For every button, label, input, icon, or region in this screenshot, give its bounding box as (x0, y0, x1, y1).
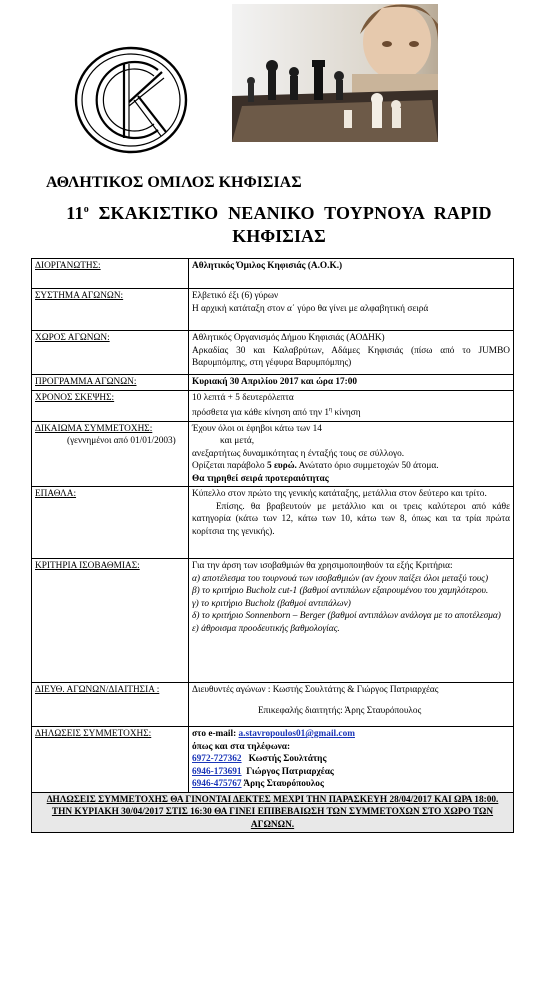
phone-row: 6946-475767 Άρης Σταυρόπουλος (192, 779, 324, 790)
row-prizes (32, 487, 514, 559)
phone-link[interactable]: 6946-173691 (192, 766, 242, 777)
row-tiebreak (32, 559, 514, 683)
row-footer (32, 792, 514, 833)
tournament-info-table (31, 258, 514, 833)
label-system: ΣΥΣΤΗΜΑ ΑΓΩΝΩΝ: (32, 289, 189, 331)
title-ordinal: ο (83, 204, 89, 215)
row-eligibility (32, 421, 514, 487)
label-organizer: ΔΙΟΡΓΑΝΩΤΗΣ: (32, 259, 189, 289)
label-eligibility: ΔΙΚΑΙΩΜΑ ΣΥΜΜΕΤΟΧΗΣ: (γεννημένοι από 01/01/2003) (32, 421, 189, 487)
value-system: Ελβετικό έξι (6) γύρων Η αρχική κατάταξη στον α΄ γύρο θα γίνει με αλφαβητική σειρά (189, 289, 514, 331)
row-venue (32, 331, 514, 375)
footer-notice: ΔΗΛΩΣΕΙΣ ΣΥΜΜΕΤΟΧΗΣ ΘΑ ΓΙΝΟΝΤΑΙ ΔΕΚΤΕΣ ΜΕΧΡΙ ΤΗΝ ΠΑΡΑΣΚΕΥΗ 28/04/2017 ΚΑΙ ΩΡΑ 18:00. ΤΗΝ ΚΥΡΙΑΚΗ 30/04/2017 ΣΤΙΣ 16:30 ΘΑ ΓΙΝΕΙ ΕΠΙΒΕΒΑΙΩΣΗ ΤΩΝ ΣΥΜΜΕΤΟΧΩΝ ΣΤΟ ΧΩΡΟ ΤΩΝ ΑΓΩΝΩΝ. (32, 792, 514, 833)
label-venue: ΧΩΡΟΣ ΑΓΩΝΩΝ: (32, 331, 189, 375)
club-name: ΑΘΛΗΤΙΚΟΣ ΟΜΙΛΟΣ ΚΗΦΙΣΙΑΣ (46, 174, 302, 191)
child-playing-chess-photo (232, 4, 438, 142)
label-tiebreak: ΚΡΙΤΗΡΙΑ ΙΣΟΒΑΘΜΙΑΣ: (32, 559, 189, 683)
value-tiebreak: Για την άρση των ισοβαθμιών θα χρησιμοποιηθούν τα εξής Κριτήρια: α) αποτέλεσμα του τουρνουά των ισοβαθμιών (αν έχουν παίξει όλοι μεταξύ τους) β) το κριτήριο Bucholz cut-1 (βαθμοί αντιπάλων εξαιρουμένου του χαμηλότερου. γ) το κριτήριο Bucholz (βαθμοί αντιπάλων) δ) το κριτήριο Sonnenborn – Berger (βαθμοί αντιπάλων ανάλογα με το αποτέλεσμα) ε) άθροισμα προοδευτικής βαθμολογίας. (189, 559, 514, 683)
row-organizer (32, 259, 514, 289)
label-time: ΧΡΟΝΟΣ ΣΚΕΨΗΣ: (32, 390, 189, 421)
label-registration: ΔΗΛΩΣΕΙΣ ΣΥΜΜΕΤΟΧΗΣ: (32, 727, 189, 793)
title-text: ΣΚΑΚΙΣΤΙΚΟ ΝΕΑΝΙΚΟ ΤΟΥΡΝΟΥΑ RAPID (88, 203, 492, 223)
value-venue: Αθλητικός Οργανισμός Δήμου Κηφισιάς (ΑΟΔΗΚ) Αρκαδίας 30 και Καλαβρύτων, Αδάμες Κηφισιάς (πίσω από το JUMBO Βαρυμπόμπης, στη γέφυρα Βαρυμπόμπης) (189, 331, 514, 375)
phone-link[interactable]: 6946-475767 (192, 779, 242, 790)
title-number: 11 (66, 203, 84, 223)
value-registration: στο e-mail: a.stavropoulos01@gmail.com όπως και στα τηλέφωνα: 6972-727362 Κωστής Σουλτάτης 6946-173691 Γιώργος Πατριαρχέας 6946-475767 Άρης Σταυρόπουλος (189, 727, 514, 793)
phone-row: 6946-173691 Γιώργος Πατριαρχέας (192, 766, 334, 777)
tournament-title (0, 203, 558, 224)
row-registration (32, 727, 514, 793)
row-direction (32, 683, 514, 727)
label-schedule: ΠΡΟΓΡΑΜΜΑ ΑΓΩΝΩΝ: (32, 375, 189, 391)
club-monogram-logo (74, 46, 188, 154)
row-schedule (32, 375, 514, 391)
email-link[interactable]: a.stavropoulos01@gmail.com (238, 729, 355, 740)
value-eligibility: Έχουν όλοι οι έφηβοι κάτω των 14 και μετά, ανεξαρτήτως δυναμικότητας η ένταξής τους σε σύλλογο. Ορίζεται παράβολο 5 ευρώ. Ανώτατο όριο συμμετοχών 50 άτομα. Θα τηρηθεί σειρά προτεραιότητας (189, 421, 514, 487)
value-direction: Διευθυντές αγώνων : Κωστής Σουλτάτης & Γιώργος Πατριαρχέας Επικεφαλής διαιτητής: Άρης Σταυρόπουλος (189, 683, 514, 727)
value-time: 10 λεπτά + 5 δευτερόλεπτα πρόσθετα για κάθε κίνηση από την $1^\eta$ κίνηση (189, 390, 514, 421)
value-organizer: Αθλητικός Όμιλος Κηφισιάς (Α.Ο.Κ.) (189, 259, 514, 289)
row-system (32, 289, 514, 331)
label-prizes: ΕΠΑΘΛΑ: (32, 487, 189, 559)
tournament-title-line2: ΚΗΦΙΣΙΑΣ (232, 226, 326, 246)
label-direction: ΔΙΕΥΘ. ΑΓΩΝΩΝ/ΔΙΑΙΤΗΣΙΑ : (32, 683, 189, 727)
phone-row: 6972-727362 Κωστής Σουλτάτης (192, 754, 327, 765)
phone-link[interactable]: 6972-727362 (192, 754, 242, 765)
value-schedule: Κυριακή 30 Απριλίου 2017 και ώρα 17:00 (189, 375, 514, 391)
value-prizes: Κύπελλο στον πρώτο της γενικής κατάταξης, μετάλλια στον δεύτερο και τρίτο. Επίσης. θα βραβευτούν με μετάλλιο και οι τρεις καλύτεροι από κάθε κατηγορία (κάτω των 12, κάτω των 10, κάτω των 8, όπως και τα τρία πρώτα κορίτσια της γενικής). (189, 487, 514, 559)
row-time (32, 390, 514, 421)
